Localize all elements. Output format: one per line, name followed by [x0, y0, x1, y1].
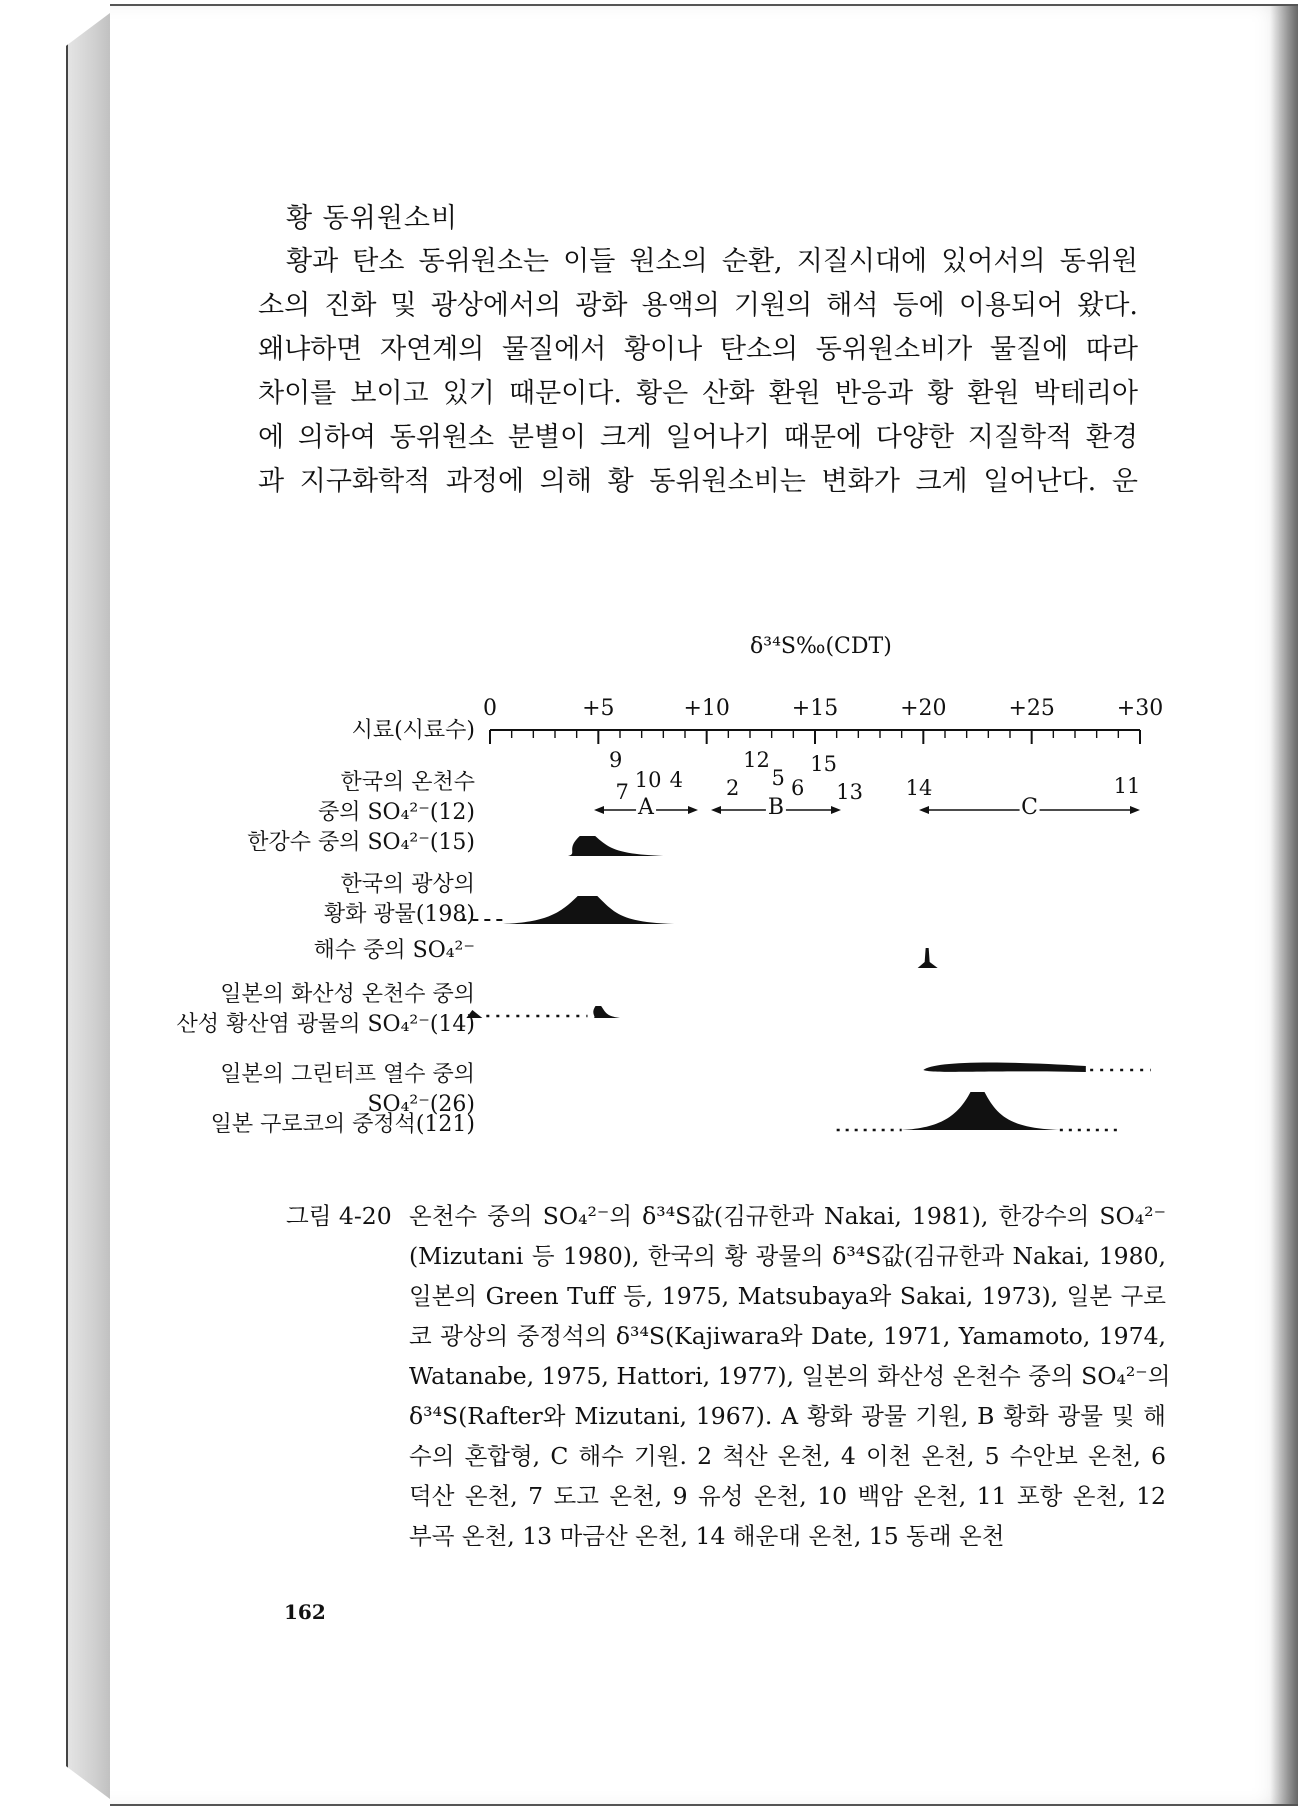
spring-number: 13: [836, 780, 864, 804]
caption-label: 그림 4-20: [286, 1202, 392, 1230]
kuroko-distribution: [902, 1092, 1060, 1130]
caption-line: 코 광상의 중정석의 δ³⁴S(Kajiwara와 Date, 1971, Yamamoto, 1974,: [409, 1322, 1166, 1350]
tick-label: +20: [900, 696, 947, 721]
spring-number: 15: [810, 752, 838, 776]
korea-ore-distribution: [503, 896, 674, 924]
group-letter: B: [767, 795, 785, 820]
group-arrow-head: [1130, 806, 1140, 814]
group-arrow-head: [711, 806, 721, 814]
body-line: 소의 진화 및 광상에서의 광화 용액의 기원의 해석 등에 이용되어 왔다.: [258, 290, 1138, 321]
group-arrow-head: [919, 806, 929, 814]
spring-number: 12: [743, 748, 770, 772]
caption-line: 수의 혼합형, C 해수 기원. 2 척산 온천, 4 이천 온천, 5 수안보 온천, 6: [409, 1442, 1166, 1470]
book-edge: [66, 10, 114, 1802]
spring-number: 11: [1113, 774, 1141, 798]
spring-number: 9: [608, 748, 623, 772]
caption-line: Watanabe, 1975, Hattori, 1977), 일본의 화산성 온천수 중의 SO₄²⁻의: [409, 1362, 1171, 1390]
tick-label: 0: [483, 696, 497, 721]
spring-number: 4: [669, 768, 684, 792]
spring-number: 7: [615, 780, 629, 804]
row-label: 한강수 중의 SO₄²⁻(15): [247, 830, 475, 855]
spring-number: 10: [634, 768, 662, 792]
spring-number: 2: [725, 776, 740, 800]
row-label: 한국의 광상의 황화 광물(198): [323, 872, 475, 927]
caption-line: 일본의 Green Tuff 등, 1975, Matsubaya와 Sakai, 1973), 일본 구로: [409, 1282, 1166, 1310]
body-line: 황과 탄소 동위원소는 이들 원소의 순환, 지질시대에 있어서의 동위원: [286, 246, 1138, 277]
tick-label: +25: [1008, 696, 1055, 721]
row-label: 해수 중의 SO₄²⁻: [313, 938, 475, 963]
body-line: 과 지구화학적 과정에 의해 황 동위원소비는 변화가 크게 일어난다. 운: [258, 466, 1138, 497]
body-line: 에 의하여 동위원소 분별이 크게 일어나기 때문에 다양한 지질학적 환경: [258, 422, 1138, 453]
seawater-mark: [918, 948, 938, 968]
tick-label: +10: [683, 696, 730, 721]
group-arrow-head: [688, 806, 698, 814]
hangang-distribution: [568, 836, 663, 856]
header-label: 시료(시료수): [351, 718, 475, 743]
spring-number: 14: [905, 776, 933, 800]
spring-number: 5: [771, 766, 785, 790]
row-label: 일본 구로코의 중정석(121): [210, 1112, 475, 1137]
caption-line: 부곡 온천, 13 마금산 온천, 14 해운대 온천, 15 동래 온천: [409, 1522, 1005, 1550]
body-line: 왜냐하면 자연계의 물질에서 황이나 탄소의 동위원소비가 물질에 따라: [258, 334, 1138, 365]
tick-label: +15: [791, 696, 839, 721]
caption-line: 온천수 중의 SO₄²⁻의 δ³⁴S값(김규한과 Nakai, 1981), 한강수의 SO₄²⁻: [409, 1202, 1166, 1230]
group-arrow-head: [831, 806, 841, 814]
group-letter: A: [638, 795, 654, 820]
volcanic-distribution: [593, 1006, 620, 1018]
caption-line: δ³⁴S(Rafter와 Mizutani, 1967). A 황화 광물 기원, B 황화 광물 및 해: [409, 1402, 1166, 1430]
page-number: 162: [284, 1600, 326, 1624]
greentuff-distribution: [923, 1063, 1085, 1072]
tick-label: +30: [1116, 696, 1164, 721]
row-label: 일본의 화산성 온천수 중의 산성 황산염 광물의 SO₄²⁻(14): [176, 982, 475, 1037]
row-label: 한국의 온천수 중의 SO₄²⁻(12): [317, 770, 475, 825]
group-arrow-head: [594, 806, 604, 814]
row-label: 일본의 그린터프 열수 중의 SO₄²⁻(26): [220, 1062, 475, 1117]
body-line: 차이를 보이고 있기 때문이다. 황은 산화 환원 반응과 황 환원 박테리아: [258, 378, 1138, 409]
page-shadow: [1270, 6, 1298, 1804]
delta-s34-figure: [160, 620, 1164, 1180]
caption-line: (Mizutani 등 1980), 한국의 황 광물의 δ³⁴S값(김규한과 Nakai, 1980,: [409, 1242, 1166, 1270]
caption-body: [409, 1196, 1171, 1556]
section-heading: 황 동위원소비: [286, 203, 459, 234]
spring-number: 6: [790, 776, 805, 800]
tick-label: +5: [582, 696, 615, 721]
group-letter: C: [1021, 795, 1038, 820]
axis-title: δ³⁴S‰(CDT): [750, 634, 892, 659]
caption-line: 덕산 온천, 7 도고 온천, 9 유성 온천, 10 백암 온천, 11 포항 온천, 12: [409, 1482, 1166, 1510]
body-paragraph: [258, 240, 1138, 504]
